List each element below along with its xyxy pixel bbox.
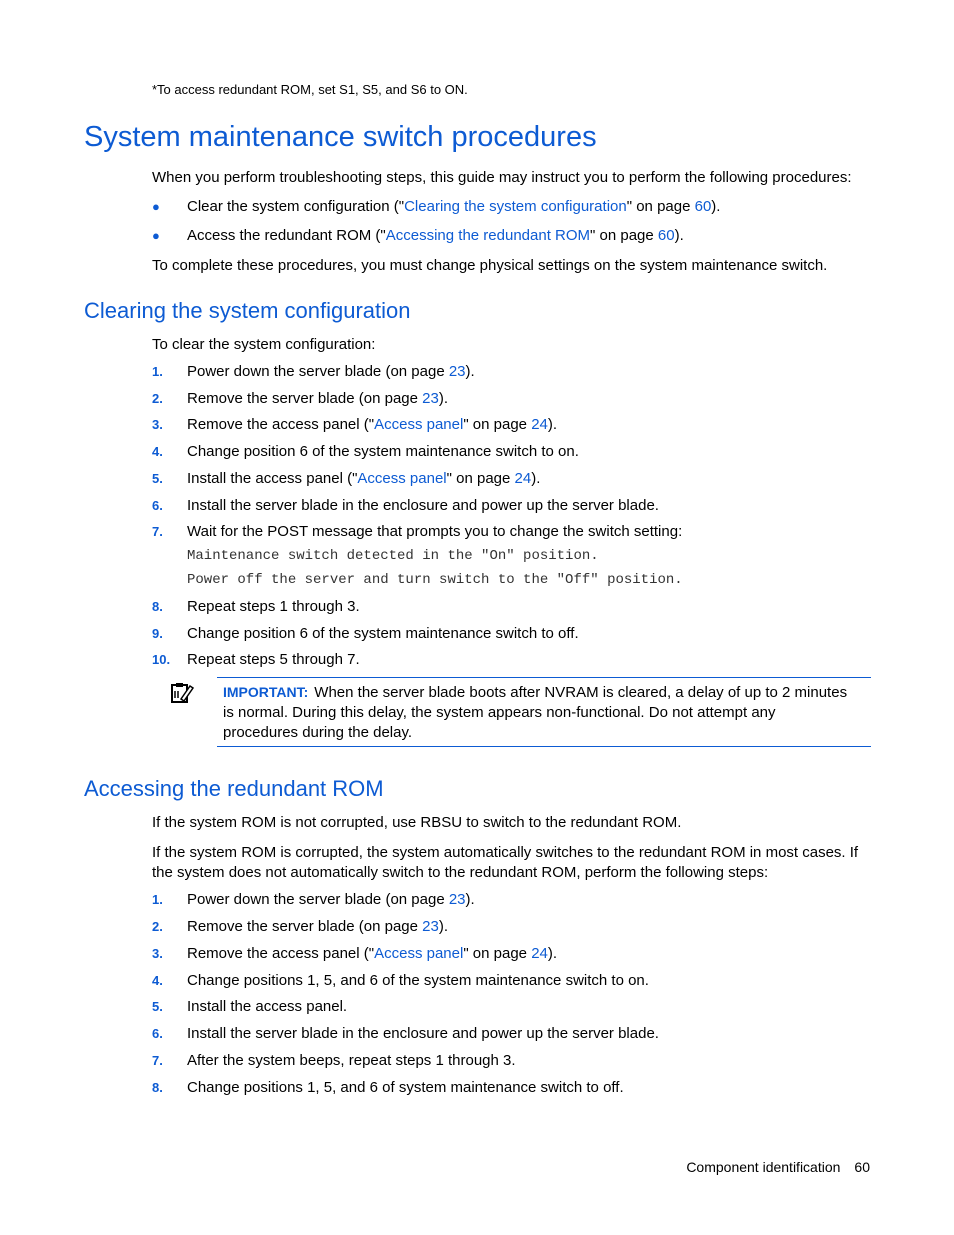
step-text: " on page: [463, 416, 532, 433]
page-link[interactable]: 23: [422, 390, 439, 407]
list-item-text: " on page: [626, 198, 695, 215]
section3-para2: If the system ROM is corrupted, the system automatically switches to the redundant ROM in most cases. If the system does not automatically switch to the redundant ROM, perform the following steps:: [152, 844, 859, 881]
code-line: Maintenance switch detected in the "On" position.: [187, 548, 599, 564]
page-link[interactable]: 24: [514, 470, 532, 487]
section3-para1: If the system ROM is not corrupted, use RBSU to switch to the redundant ROM.: [152, 814, 682, 831]
step-text: Install the access panel (": [187, 470, 358, 487]
bullet-dot-icon: ●: [152, 228, 160, 243]
list-item-text: Clear the system configuration (": [187, 198, 405, 215]
page-link[interactable]: 23: [448, 363, 466, 380]
step-text: ).: [547, 416, 558, 433]
step-text: Change positions 1, 5, and 6 of system maintenance switch to off.: [187, 1079, 624, 1096]
page-link[interactable]: 23: [422, 918, 439, 935]
section1-outro: To complete these procedures, you must change physical settings on the system maintenance switch.: [152, 257, 828, 274]
bullet-dot-icon: ●: [152, 199, 160, 214]
link-clearing-config[interactable]: Clearing the system configuration: [404, 198, 627, 215]
step-text: ).: [438, 918, 448, 935]
link-access-panel[interactable]: Access panel: [374, 945, 464, 962]
list-item-text: ).: [711, 198, 721, 215]
section-title-clearing-config: Clearing the system configuration: [84, 298, 411, 323]
step-number: 5.: [152, 471, 163, 486]
footer-section-name: Component identification: [686, 1159, 841, 1175]
step-number: 4.: [152, 444, 163, 459]
step-text: ).: [531, 470, 541, 487]
link-accessing-rom[interactable]: Accessing the redundant ROM: [385, 227, 591, 244]
step-text: Power down the server blade (on page: [187, 891, 449, 908]
step-text: Change position 6 of the system maintenance switch to off.: [187, 625, 579, 642]
step-text: Install the server blade in the enclosure and power up the server blade.: [187, 497, 659, 514]
step-text: Remove the server blade (on page: [187, 390, 423, 407]
step-text: Install the access panel.: [187, 998, 348, 1015]
step-number: 6.: [152, 1026, 163, 1041]
page-link[interactable]: 60: [694, 198, 712, 215]
step-number: 3.: [152, 946, 163, 961]
step-number: 7.: [152, 1053, 163, 1068]
step-number: 5.: [152, 999, 163, 1014]
step-number: 3.: [152, 417, 163, 432]
important-clipboard-icon: [170, 682, 194, 704]
step-text: " on page: [446, 470, 515, 487]
step-text: Change positions 1, 5, and 6 of the system maintenance switch to on.: [187, 972, 649, 989]
page-link[interactable]: 24: [531, 945, 548, 962]
code-line: Power off the server and turn switch to the "Off" position.: [187, 572, 683, 588]
step-number: 2.: [152, 391, 163, 406]
step-text: After the system beeps, repeat steps 1 through 3.: [187, 1052, 516, 1069]
section-title-accessing-rom: Accessing the redundant ROM: [84, 776, 384, 801]
step-text: Remove the access panel (": [187, 945, 375, 962]
page-footer: [686, 1159, 870, 1175]
step-text: Repeat steps 1 through 3.: [187, 598, 360, 615]
step-number: 10.: [152, 652, 171, 667]
section-title-system-maintenance: System maintenance switch procedures: [84, 121, 597, 153]
link-access-panel[interactable]: Access panel: [357, 470, 447, 487]
step-number: 1.: [152, 364, 163, 379]
step-text: ).: [547, 945, 558, 962]
step-number: 8.: [152, 1080, 163, 1095]
page-link[interactable]: 60: [657, 227, 675, 244]
section2-intro: To clear the system configuration:: [152, 336, 376, 353]
step-text: Remove the server blade (on page: [187, 918, 423, 935]
link-access-panel[interactable]: Access panel: [374, 416, 464, 433]
important-callout: [217, 677, 871, 747]
page-link[interactable]: 24: [531, 416, 548, 433]
important-text: When the server blade boots after NVRAM is cleared, a delay of up to 2 minutes is normal. During this delay, the system appears non-functional. Do not attempt any procedures during the delay.: [223, 684, 848, 741]
step-text: ).: [438, 390, 448, 407]
step-number: 1.: [152, 892, 163, 907]
step-number: 6.: [152, 498, 163, 513]
step-number: 4.: [152, 973, 163, 988]
list-item-text: ).: [674, 227, 684, 244]
section1-intro: When you perform troubleshooting steps, this guide may instruct you to perform the following procedures:: [152, 169, 852, 186]
step-text: Remove the access panel (": [187, 416, 375, 433]
footer-page-number: 60: [854, 1159, 870, 1175]
page-link[interactable]: 23: [448, 891, 466, 908]
step-text: Install the server blade in the enclosure and power up the server blade.: [187, 1025, 659, 1042]
step-text: Power down the server blade (on page: [187, 363, 449, 380]
step-text: Wait for the POST message that prompts you to change the switch setting:: [187, 523, 683, 540]
step-text: " on page: [463, 945, 532, 962]
step-number: 2.: [152, 919, 163, 934]
top-note: *To access redundant ROM, set S1, S5, and S6 to ON.: [152, 82, 468, 97]
step-text: ).: [465, 891, 475, 908]
step-text: ).: [465, 363, 475, 380]
list-item-text: Access the redundant ROM (": [187, 227, 386, 244]
step-text: Repeat steps 5 through 7.: [187, 651, 360, 668]
step-number: 7.: [152, 524, 163, 539]
step-number: 8.: [152, 599, 163, 614]
step-number: 9.: [152, 626, 163, 641]
step-text: Change position 6 of the system maintenance switch to on.: [187, 443, 579, 460]
important-label: IMPORTANT:: [223, 684, 309, 700]
list-item-text: " on page: [590, 227, 658, 244]
